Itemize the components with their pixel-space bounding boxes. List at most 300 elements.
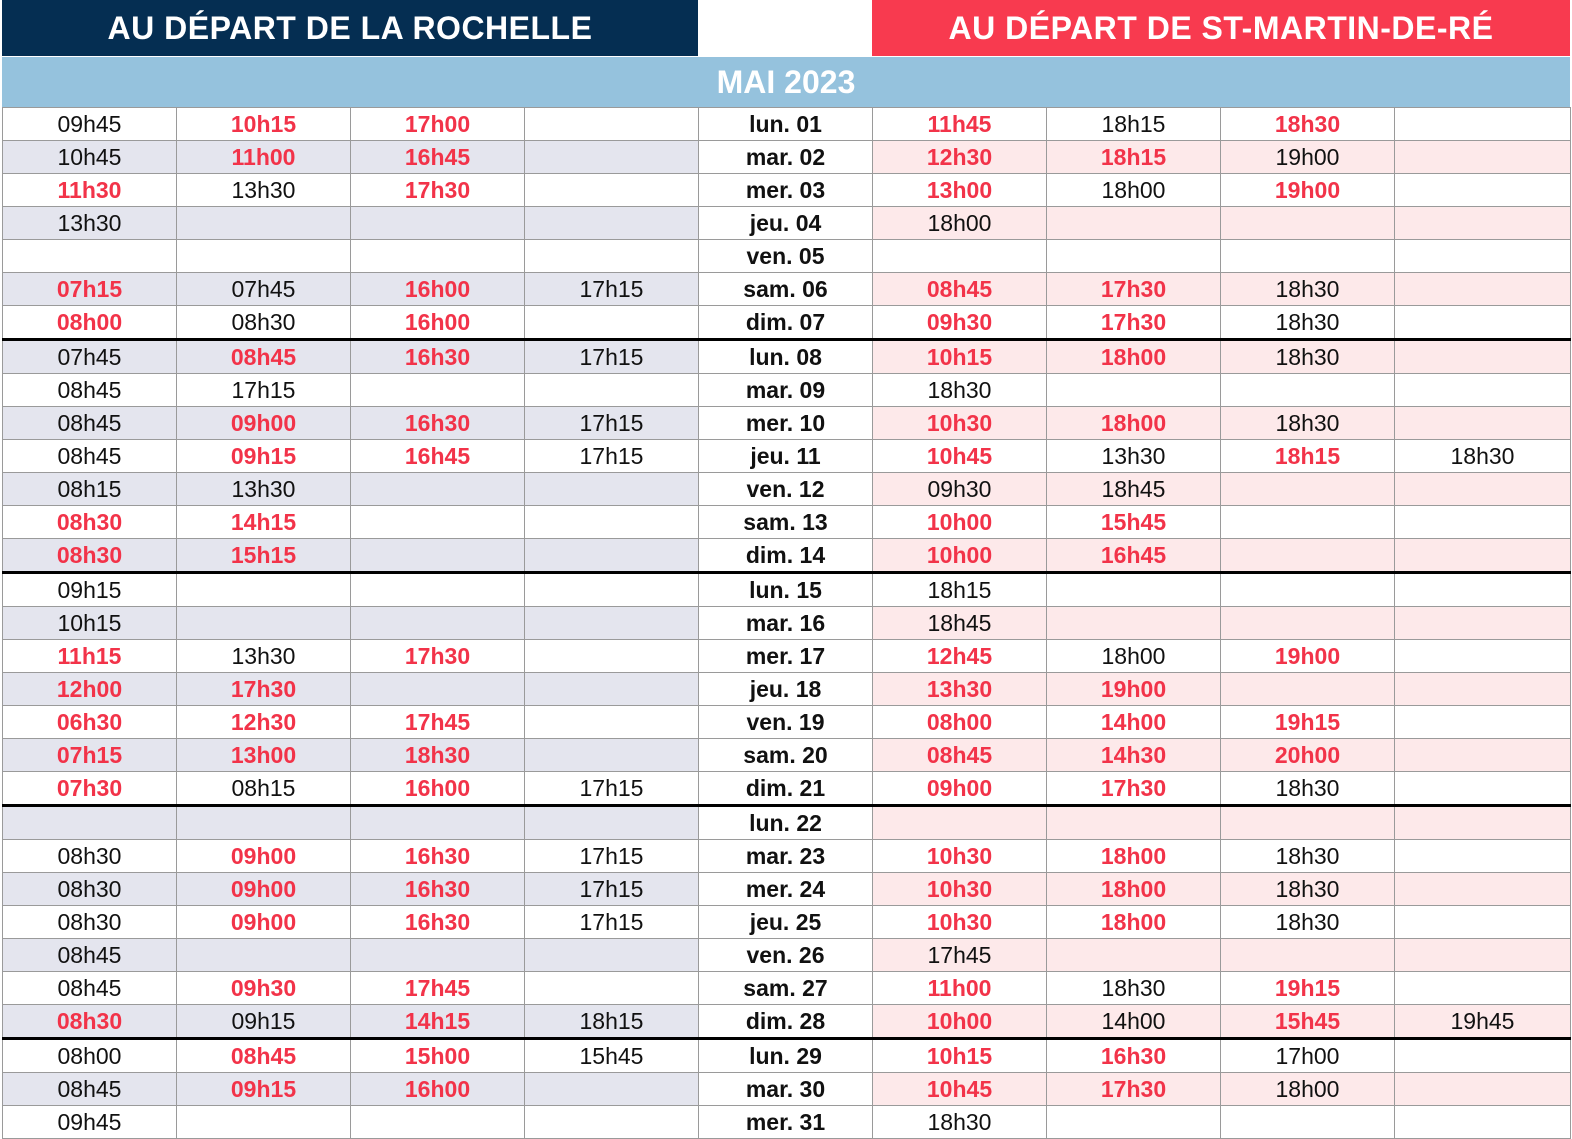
st-martin-departure-time [1047,207,1221,240]
st-martin-departure-time [1395,607,1571,640]
st-martin-departure-time [1221,673,1395,706]
st-martin-departure-time: 18h30 [1221,873,1395,906]
header-spacer [698,0,872,56]
la-rochelle-departure-time [525,939,699,972]
st-martin-departure-time: 10h30 [873,840,1047,873]
la-rochelle-departure-time: 10h15 [3,607,177,640]
la-rochelle-departure-time: 09h45 [3,1106,177,1139]
la-rochelle-departure-time: 08h45 [177,1039,351,1073]
schedule-rows [3,108,1571,1139]
table-row [3,739,1571,772]
header-departure-la-rochelle: AU DÉPART DE LA ROCHELLE [2,0,698,56]
st-martin-departure-time [1395,640,1571,673]
la-rochelle-departure-time [177,240,351,273]
day-label: dim. 21 [699,772,873,806]
la-rochelle-departure-time: 15h15 [177,539,351,573]
st-martin-departure-time: 18h30 [1221,273,1395,306]
month-banner: MAI 2023 [2,57,1570,107]
st-martin-departure-time: 09h30 [873,306,1047,340]
day-label: lun. 29 [699,1039,873,1073]
table-row [3,141,1571,174]
la-rochelle-departure-time: 09h00 [177,407,351,440]
la-rochelle-departure-time [351,607,525,640]
st-martin-departure-time: 17h30 [1047,1073,1221,1106]
st-martin-departure-time: 17h45 [873,939,1047,972]
table-row [3,706,1571,739]
la-rochelle-departure-time: 07h45 [3,340,177,374]
la-rochelle-departure-time [177,607,351,640]
st-martin-departure-time: 18h15 [873,573,1047,607]
st-martin-departure-time [1395,772,1571,806]
st-martin-departure-time [1047,1106,1221,1139]
st-martin-departure-time: 18h00 [1221,1073,1395,1106]
la-rochelle-departure-time [525,141,699,174]
st-martin-departure-time [1395,673,1571,706]
day-label: mar. 02 [699,141,873,174]
la-rochelle-departure-time [351,1106,525,1139]
table-row [3,273,1571,306]
st-martin-departure-time: 15h45 [1047,506,1221,539]
la-rochelle-departure-time: 12h30 [177,706,351,739]
la-rochelle-departure-time: 09h00 [177,906,351,939]
table-row [3,806,1571,840]
st-martin-departure-time: 08h45 [873,739,1047,772]
st-martin-departure-time: 18h00 [1047,873,1221,906]
table-row [3,306,1571,340]
st-martin-departure-time: 18h00 [1047,640,1221,673]
la-rochelle-departure-time: 13h30 [177,174,351,207]
la-rochelle-departure-time: 08h45 [3,1073,177,1106]
table-row [3,340,1571,374]
st-martin-departure-time: 12h30 [873,141,1047,174]
day-label: lun. 22 [699,806,873,840]
la-rochelle-departure-time [525,207,699,240]
st-martin-departure-time [1395,573,1571,607]
day-label: mer. 10 [699,407,873,440]
day-label: mar. 23 [699,840,873,873]
st-martin-departure-time: 17h30 [1047,273,1221,306]
la-rochelle-departure-time: 16h30 [351,873,525,906]
st-martin-departure-time: 18h30 [1395,440,1571,473]
la-rochelle-departure-time [3,806,177,840]
st-martin-departure-time: 10h15 [873,340,1047,374]
st-martin-departure-time: 19h15 [1221,972,1395,1005]
table-row [3,840,1571,873]
st-martin-departure-time: 18h30 [1221,906,1395,939]
la-rochelle-departure-time [351,240,525,273]
table-row [3,1005,1571,1039]
la-rochelle-departure-time: 11h00 [177,141,351,174]
st-martin-departure-time: 13h30 [873,673,1047,706]
la-rochelle-departure-time: 08h15 [3,473,177,506]
st-martin-departure-time: 18h00 [1047,340,1221,374]
la-rochelle-departure-time: 17h00 [351,108,525,141]
st-martin-departure-time [1395,407,1571,440]
table-row [3,673,1571,706]
st-martin-departure-time [1395,207,1571,240]
st-martin-departure-time: 19h00 [1221,174,1395,207]
st-martin-departure-time [1221,607,1395,640]
table-row [3,506,1571,539]
st-martin-departure-time [1395,340,1571,374]
table-row [3,539,1571,573]
table-row [3,640,1571,673]
st-martin-departure-time [1395,706,1571,739]
st-martin-departure-time: 18h00 [1047,906,1221,939]
la-rochelle-departure-time [177,573,351,607]
day-label: mar. 16 [699,607,873,640]
la-rochelle-departure-time [351,673,525,706]
la-rochelle-departure-time [351,939,525,972]
la-rochelle-departure-time: 08h30 [3,1005,177,1039]
la-rochelle-departure-time: 17h45 [351,706,525,739]
st-martin-departure-time: 19h15 [1221,706,1395,739]
st-martin-departure-time [1221,939,1395,972]
st-martin-departure-time [1221,573,1395,607]
la-rochelle-departure-time: 08h45 [177,340,351,374]
st-martin-departure-time: 18h00 [1047,174,1221,207]
la-rochelle-departure-time: 08h15 [177,772,351,806]
st-martin-departure-time [1047,573,1221,607]
st-martin-departure-time [1395,873,1571,906]
st-martin-departure-time: 19h00 [1221,141,1395,174]
la-rochelle-departure-time: 17h30 [351,640,525,673]
st-martin-departure-time: 18h15 [1221,440,1395,473]
la-rochelle-departure-time: 16h00 [351,772,525,806]
la-rochelle-departure-time [525,806,699,840]
st-martin-departure-time: 18h15 [1047,141,1221,174]
day-label: jeu. 11 [699,440,873,473]
st-martin-departure-time [1395,939,1571,972]
la-rochelle-departure-time: 07h15 [3,273,177,306]
day-label: dim. 14 [699,539,873,573]
st-martin-departure-time: 08h45 [873,273,1047,306]
table-row [3,1073,1571,1106]
la-rochelle-departure-time: 07h45 [177,273,351,306]
la-rochelle-departure-time [525,1073,699,1106]
la-rochelle-departure-time: 17h15 [525,407,699,440]
st-martin-departure-time [1395,840,1571,873]
st-martin-departure-time [1395,806,1571,840]
la-rochelle-departure-time: 17h30 [177,673,351,706]
la-rochelle-departure-time: 17h15 [525,772,699,806]
la-rochelle-departure-time: 13h30 [3,207,177,240]
st-martin-departure-time [1221,539,1395,573]
day-label: ven. 26 [699,939,873,972]
la-rochelle-departure-time: 15h00 [351,1039,525,1073]
la-rochelle-departure-time [525,972,699,1005]
la-rochelle-departure-time: 08h30 [3,539,177,573]
la-rochelle-departure-time [3,240,177,273]
table-row [3,607,1571,640]
la-rochelle-departure-time [351,806,525,840]
la-rochelle-departure-time: 13h30 [177,640,351,673]
st-martin-departure-time [1395,174,1571,207]
la-rochelle-departure-time: 09h15 [177,440,351,473]
la-rochelle-departure-time: 13h30 [177,473,351,506]
la-rochelle-departure-time: 17h30 [351,174,525,207]
st-martin-departure-time: 13h30 [1047,440,1221,473]
la-rochelle-departure-time [525,306,699,340]
day-label: mer. 03 [699,174,873,207]
la-rochelle-departure-time: 10h15 [177,108,351,141]
st-martin-departure-time [1395,374,1571,407]
la-rochelle-departure-time: 16h45 [351,440,525,473]
st-martin-departure-time [1395,506,1571,539]
day-label: ven. 19 [699,706,873,739]
st-martin-departure-time [1395,273,1571,306]
st-martin-departure-time: 18h30 [1221,840,1395,873]
st-martin-departure-time: 18h00 [873,207,1047,240]
la-rochelle-departure-time: 08h30 [3,906,177,939]
st-martin-departure-time: 14h00 [1047,1005,1221,1039]
la-rochelle-departure-time: 08h30 [3,506,177,539]
st-martin-departure-time [1047,939,1221,972]
la-rochelle-departure-time [525,573,699,607]
la-rochelle-departure-time: 15h45 [525,1039,699,1073]
st-martin-departure-time: 18h30 [1221,306,1395,340]
st-martin-departure-time: 08h00 [873,706,1047,739]
day-label: dim. 07 [699,306,873,340]
st-martin-departure-time: 18h45 [873,607,1047,640]
day-label: ven. 12 [699,473,873,506]
la-rochelle-departure-time: 10h45 [3,141,177,174]
st-martin-departure-time [1221,240,1395,273]
st-martin-departure-time: 20h00 [1221,739,1395,772]
la-rochelle-departure-time: 08h45 [3,374,177,407]
st-martin-departure-time: 17h30 [1047,772,1221,806]
st-martin-departure-time: 18h30 [1221,340,1395,374]
st-martin-departure-time: 19h00 [1221,640,1395,673]
st-martin-departure-time [1047,806,1221,840]
la-rochelle-departure-time [177,939,351,972]
st-martin-departure-time: 16h45 [1047,539,1221,573]
st-martin-departure-time: 09h00 [873,772,1047,806]
st-martin-departure-time: 10h30 [873,906,1047,939]
st-martin-departure-time: 19h45 [1395,1005,1571,1039]
la-rochelle-departure-time [525,673,699,706]
st-martin-departure-time: 10h00 [873,1005,1047,1039]
st-martin-departure-time [1047,607,1221,640]
la-rochelle-departure-time: 16h00 [351,273,525,306]
la-rochelle-departure-time [351,573,525,607]
la-rochelle-departure-time: 13h00 [177,739,351,772]
timetable [2,0,1570,1135]
la-rochelle-departure-time: 16h30 [351,906,525,939]
table-row [3,873,1571,906]
st-martin-departure-time [1221,506,1395,539]
la-rochelle-departure-time [525,706,699,739]
day-label: mer. 17 [699,640,873,673]
day-label: lun. 08 [699,340,873,374]
day-label: sam. 20 [699,739,873,772]
la-rochelle-departure-time [351,539,525,573]
la-rochelle-departure-time [177,1106,351,1139]
la-rochelle-departure-time [525,108,699,141]
st-martin-departure-time: 18h30 [1221,108,1395,141]
table-row [3,772,1571,806]
table-row [3,174,1571,207]
day-label: sam. 06 [699,273,873,306]
la-rochelle-departure-time: 17h45 [351,972,525,1005]
la-rochelle-departure-time: 09h00 [177,873,351,906]
la-rochelle-departure-time: 16h30 [351,840,525,873]
st-martin-departure-time [1395,473,1571,506]
table-row [3,207,1571,240]
la-rochelle-departure-time: 09h00 [177,840,351,873]
la-rochelle-departure-time: 16h00 [351,1073,525,1106]
st-martin-departure-time: 12h45 [873,640,1047,673]
la-rochelle-departure-time [525,473,699,506]
table-row [3,1039,1571,1073]
la-rochelle-departure-time [525,539,699,573]
st-martin-departure-time: 10h30 [873,407,1047,440]
st-martin-departure-time [1047,374,1221,407]
la-rochelle-departure-time: 08h45 [3,939,177,972]
la-rochelle-departure-time: 08h45 [3,972,177,1005]
st-martin-departure-time: 10h15 [873,1039,1047,1073]
st-martin-departure-time: 18h30 [1047,972,1221,1005]
day-label: mer. 24 [699,873,873,906]
la-rochelle-departure-time: 08h45 [3,440,177,473]
la-rochelle-departure-time: 09h15 [3,573,177,607]
st-martin-departure-time [1395,739,1571,772]
st-martin-departure-time [1395,306,1571,340]
table-row [3,972,1571,1005]
day-label: sam. 13 [699,506,873,539]
table-row [3,1106,1571,1139]
st-martin-departure-time: 13h00 [873,174,1047,207]
la-rochelle-departure-time: 06h30 [3,706,177,739]
la-rochelle-departure-time [177,806,351,840]
la-rochelle-departure-time: 17h15 [525,273,699,306]
st-martin-departure-time: 09h30 [873,473,1047,506]
st-martin-departure-time: 18h30 [873,1106,1047,1139]
st-martin-departure-time: 14h00 [1047,706,1221,739]
la-rochelle-departure-time: 09h45 [3,108,177,141]
st-martin-departure-time [1395,539,1571,573]
st-martin-departure-time [873,806,1047,840]
st-martin-departure-time [1221,374,1395,407]
la-rochelle-departure-time [525,240,699,273]
st-martin-departure-time: 15h45 [1221,1005,1395,1039]
la-rochelle-departure-time: 08h30 [3,840,177,873]
la-rochelle-departure-time: 09h15 [177,1005,351,1039]
day-label: mar. 30 [699,1073,873,1106]
st-martin-departure-time: 16h30 [1047,1039,1221,1073]
la-rochelle-departure-time: 07h30 [3,772,177,806]
la-rochelle-departure-time: 18h15 [525,1005,699,1039]
st-martin-departure-time: 18h15 [1047,108,1221,141]
la-rochelle-departure-time [351,473,525,506]
st-martin-departure-time: 18h30 [1221,772,1395,806]
la-rochelle-departure-time: 11h15 [3,640,177,673]
la-rochelle-departure-time: 12h00 [3,673,177,706]
la-rochelle-departure-time: 17h15 [525,440,699,473]
la-rochelle-departure-time [351,506,525,539]
st-martin-departure-time [1395,1073,1571,1106]
st-martin-departure-time [1395,1039,1571,1073]
la-rochelle-departure-time: 16h45 [351,141,525,174]
st-martin-departure-time: 17h00 [1221,1039,1395,1073]
table-row [3,573,1571,607]
st-martin-departure-time [1221,207,1395,240]
st-martin-departure-time: 10h30 [873,873,1047,906]
la-rochelle-departure-time: 08h00 [3,1039,177,1073]
la-rochelle-departure-time: 17h15 [177,374,351,407]
la-rochelle-departure-time: 07h15 [3,739,177,772]
table-row [3,240,1571,273]
header-departure-st-martin-de-re: AU DÉPART DE ST-MARTIN-DE-RÉ [872,0,1570,56]
table-row [3,108,1571,141]
st-martin-departure-time [1395,1106,1571,1139]
table-row [3,407,1571,440]
st-martin-departure-time: 11h45 [873,108,1047,141]
table-row [3,440,1571,473]
st-martin-departure-time: 10h45 [873,1073,1047,1106]
la-rochelle-departure-time: 11h30 [3,174,177,207]
day-label: lun. 01 [699,108,873,141]
la-rochelle-departure-time [351,207,525,240]
st-martin-departure-time: 18h00 [1047,840,1221,873]
st-martin-departure-time [1395,240,1571,273]
schedule-table [2,107,1571,1139]
st-martin-departure-time [1221,806,1395,840]
table-row [3,939,1571,972]
la-rochelle-departure-time [525,640,699,673]
st-martin-departure-time: 14h30 [1047,739,1221,772]
la-rochelle-departure-time [525,1106,699,1139]
la-rochelle-departure-time: 09h15 [177,1073,351,1106]
day-label: sam. 27 [699,972,873,1005]
la-rochelle-departure-time [351,374,525,407]
st-martin-departure-time [873,240,1047,273]
st-martin-departure-time: 10h00 [873,506,1047,539]
st-martin-departure-time [1221,1106,1395,1139]
st-martin-departure-time [1395,972,1571,1005]
la-rochelle-departure-time [525,506,699,539]
la-rochelle-departure-time: 14h15 [351,1005,525,1039]
st-martin-departure-time: 18h45 [1047,473,1221,506]
st-martin-departure-time: 17h30 [1047,306,1221,340]
st-martin-departure-time [1221,473,1395,506]
day-label: ven. 05 [699,240,873,273]
st-martin-departure-time [1395,906,1571,939]
st-martin-departure-time: 19h00 [1047,673,1221,706]
la-rochelle-departure-time: 16h30 [351,340,525,374]
table-row [3,906,1571,939]
st-martin-departure-time: 18h00 [1047,407,1221,440]
la-rochelle-departure-time [525,607,699,640]
la-rochelle-departure-time [177,207,351,240]
day-label: jeu. 25 [699,906,873,939]
la-rochelle-departure-time: 17h15 [525,340,699,374]
st-martin-departure-time: 18h30 [1221,407,1395,440]
la-rochelle-departure-time [525,739,699,772]
la-rochelle-departure-time: 08h45 [3,407,177,440]
la-rochelle-departure-time: 17h15 [525,906,699,939]
la-rochelle-departure-time [525,374,699,407]
la-rochelle-departure-time [525,174,699,207]
st-martin-departure-time: 11h00 [873,972,1047,1005]
day-label: dim. 28 [699,1005,873,1039]
st-martin-departure-time: 10h45 [873,440,1047,473]
st-martin-departure-time: 10h00 [873,539,1047,573]
la-rochelle-departure-time: 18h30 [351,739,525,772]
table-row [3,374,1571,407]
la-rochelle-departure-time: 17h15 [525,873,699,906]
la-rochelle-departure-time: 08h30 [177,306,351,340]
